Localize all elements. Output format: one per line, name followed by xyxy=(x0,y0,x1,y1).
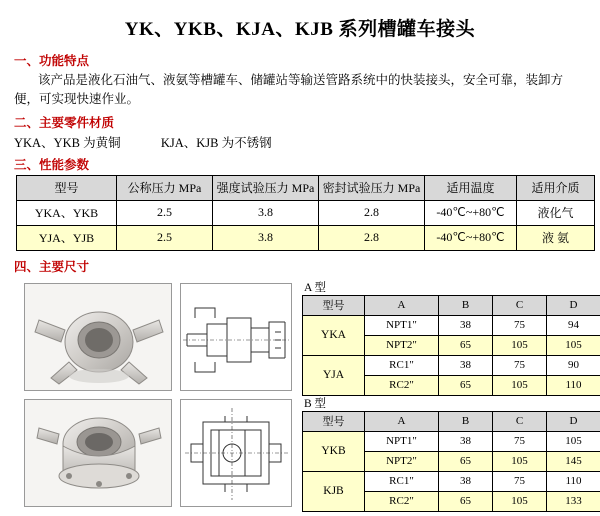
drawing-b-illustration xyxy=(181,400,292,507)
dimB-col-2: B xyxy=(439,411,493,431)
dimA-r2-c: 75 xyxy=(493,355,547,375)
dimA-r0-c: 75 xyxy=(493,315,547,335)
dimB-r3-a: RC2" xyxy=(365,491,439,511)
section-heading-features: 一、功能特点 xyxy=(14,54,90,68)
dimB-r3-b: 65 xyxy=(439,491,493,511)
page-title: YK、YKB、KJA、KJB 系列槽罐车接头 xyxy=(124,19,476,40)
perf-col-3: 密封试验压力 MPa xyxy=(319,175,425,200)
dimB-r1-c: 105 xyxy=(493,451,547,471)
dimB-r2-a: RC1" xyxy=(365,471,439,491)
perf-r0-c2: 3.8 xyxy=(213,200,319,225)
features-body: 该产品是液化石油气、液氨等槽罐车、储罐站等输送管路系统中的快装接头，安全可靠，装卸方便，可实现快速作业。 xyxy=(14,73,564,106)
section-heading-performance: 三、性能参数 xyxy=(14,157,90,172)
perf-r1-c5: 液 氨 xyxy=(517,225,595,250)
dimension-table-a xyxy=(302,295,600,396)
material-line xyxy=(14,133,586,151)
photo-b-illustration xyxy=(25,400,172,507)
dimB-r2-c: 75 xyxy=(493,471,547,491)
dimA-r3-a: RC2" xyxy=(365,375,439,395)
perf-r1-c3: 2.8 xyxy=(319,225,425,250)
section-heading-material: 二、主要零件材质 xyxy=(14,115,115,130)
dimB-col-3: C xyxy=(493,411,547,431)
material-right: KJA、KJB 为不锈钢 xyxy=(160,135,272,150)
dimA-r0-d: 94 xyxy=(547,315,600,335)
dimB-r0-c: 75 xyxy=(493,431,547,451)
dimB-col-0: 型号 xyxy=(303,411,365,431)
type-b-label: B 型 xyxy=(304,397,327,410)
dimension-table-b xyxy=(302,411,600,512)
perf-r0-c4: -40℃~+80℃ xyxy=(425,200,517,225)
dimA-r0-a: NPT1" xyxy=(365,315,439,335)
perf-r0-c3: 2.8 xyxy=(319,200,425,225)
table-row xyxy=(303,431,600,451)
photo-a-illustration xyxy=(25,284,172,391)
dimB-r1-a: NPT2" xyxy=(365,451,439,471)
dimB-r0-b: 38 xyxy=(439,431,493,451)
table-header-row xyxy=(303,411,600,431)
perf-r0-c5: 液化气 xyxy=(517,200,595,225)
table-header-row xyxy=(17,175,595,200)
dimA-r3-c: 105 xyxy=(493,375,547,395)
dimB-r3-c: 105 xyxy=(493,491,547,511)
dimB-r2-b: 38 xyxy=(439,471,493,491)
dimA-r1-d: 105 xyxy=(547,335,600,355)
dimA-r2-d: 90 xyxy=(547,355,600,375)
perf-r1-c4: -40℃~+80℃ xyxy=(425,225,517,250)
dimA-model-1: YJA xyxy=(303,355,365,395)
dimA-r2-b: 38 xyxy=(439,355,493,375)
dimA-r1-a: NPT2" xyxy=(365,335,439,355)
dimB-col-1: A xyxy=(365,411,439,431)
table-row xyxy=(17,200,595,225)
perf-col-0: 型号 xyxy=(17,175,117,200)
dimB-r3-d: 133 xyxy=(547,491,600,511)
dimB-model-1: KJB xyxy=(303,471,365,511)
dimA-col-4: D xyxy=(547,295,600,315)
perf-r1-c1: 2.5 xyxy=(117,225,213,250)
dimB-r1-b: 65 xyxy=(439,451,493,471)
dimB-r1-d: 145 xyxy=(547,451,600,471)
technical-drawing-b xyxy=(180,399,292,507)
perf-col-1: 公称压力 MPa xyxy=(117,175,213,200)
dimA-r3-b: 65 xyxy=(439,375,493,395)
dimB-r0-a: NPT1" xyxy=(365,431,439,451)
dimA-r3-d: 110 xyxy=(547,375,600,395)
technical-drawing-a xyxy=(180,283,292,391)
perf-r0-c1: 2.5 xyxy=(117,200,213,225)
dimB-r2-d: 110 xyxy=(547,471,600,491)
perf-r1-c0: YJA、YJB xyxy=(17,225,117,250)
perf-col-2: 强度试验压力 MPa xyxy=(213,175,319,200)
table-row xyxy=(303,471,600,491)
perf-col-5: 适用介质 xyxy=(517,175,595,200)
dimA-col-0: 型号 xyxy=(303,295,365,315)
dimB-col-4: D xyxy=(547,411,600,431)
perf-r0-c0: YKA、YKB xyxy=(17,200,117,225)
section-heading-dimensions: 四、主要尺寸 xyxy=(14,259,90,274)
dimB-r0-d: 105 xyxy=(547,431,600,451)
dimA-col-3: C xyxy=(493,295,547,315)
table-header-row xyxy=(303,295,600,315)
dimA-r1-b: 65 xyxy=(439,335,493,355)
product-photo-b xyxy=(24,399,172,507)
type-a-label: A 型 xyxy=(304,281,327,294)
performance-table xyxy=(16,175,595,251)
perf-r1-c2: 3.8 xyxy=(213,225,319,250)
dimA-col-1: A xyxy=(365,295,439,315)
table-row xyxy=(303,315,600,335)
dimA-r1-c: 105 xyxy=(493,335,547,355)
dimA-r2-a: RC1" xyxy=(365,355,439,375)
dimA-col-2: B xyxy=(439,295,493,315)
dimA-model-0: YKA xyxy=(303,315,365,355)
dimB-model-0: YKB xyxy=(303,431,365,471)
table-row xyxy=(303,355,600,375)
dimA-r0-b: 38 xyxy=(439,315,493,335)
product-photo-a xyxy=(24,283,172,391)
perf-col-4: 适用温度 xyxy=(425,175,517,200)
drawing-a-illustration xyxy=(181,284,292,391)
material-left: YKA、YKB 为黄铜 xyxy=(14,135,121,150)
table-row xyxy=(17,225,595,250)
